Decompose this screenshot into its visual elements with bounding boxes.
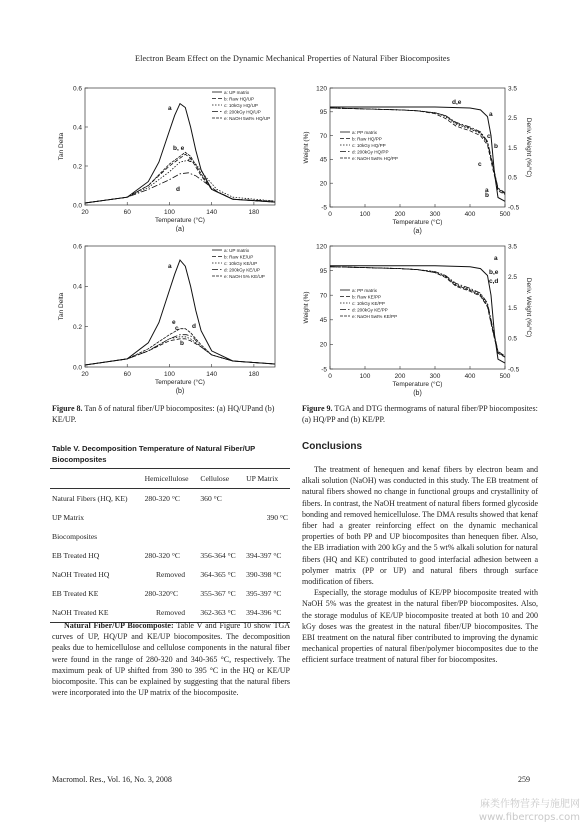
fig9a-chart [300,82,535,237]
y-tick-label: 95 [319,109,327,117]
table-cell: 280-320 °C [144,551,180,560]
x-tick-label: 60 [123,371,131,378]
left-paragraph [52,620,290,698]
y2-tick-label: 3.5 [508,85,518,93]
y2-tick-label: -0.5 [508,204,520,212]
table-cell: 395-397 °C [246,589,282,598]
series-line [85,154,275,203]
curve-annotation: c [175,325,179,332]
curve-annotation: b [180,340,184,347]
legend-entry: c: 10kGy HQ/UP [224,103,258,108]
fig8-text: Tan δ of natural fiber/UP biocomposites: (a) HQ/UPand (b) KE/UP. [52,404,275,424]
figure-8-caption [52,404,290,425]
conclusions-paragraph-1: The treatment of henequen and kenaf fibers by electron beam and alkali solution (NaOH) was conducted in this study. The EB treatment of natural fibers showed no change in functional groups and crystallinity of fibers. In contrast, the NaOH treatment of natural fibers formed glycoside bonding and removed hemicellulose. The DMA results showed that kenaf fiber had a greater reinforcing effect on the dynamic mechanical properties of both PP and UP biocomposites than henequen fiber. Also, the EB irradiation with 200 kGy and the 5 wt% alkali solution for natural fibers (HQ and KE) contributed to good interfacial adhesion between a polymer matrix (PP or UP) and natural fibers through surface modification of fibers. [302,465,538,587]
fig9-label: Figure 9. [302,404,333,413]
y2-tick-label: 2.5 [508,115,518,123]
y-tick-label: -5 [321,366,327,374]
fig8b-chart [55,240,285,400]
curve-annotation: e [172,319,176,326]
table-5 [50,468,290,623]
curve-annotation: a [494,255,498,262]
table-row [50,489,290,509]
y2-tick-label: 0.5 [508,335,518,343]
y-axis-label: Tan Delta [58,292,65,321]
page-number: 259 [518,775,530,784]
x-tick-label: 140 [206,371,218,378]
x-tick-label: 0 [328,373,332,380]
y2-tick-label: 2.5 [508,274,518,282]
table-cell: 390-398 °C [246,570,282,579]
table-cell: 280-320 °C [144,494,180,503]
legend-entry: c: 10kGy KE/UP [224,261,258,266]
y-tick-label: 0.6 [72,243,82,251]
table-cell: 360 °C [200,494,222,503]
footer-journal: Macromol. Res., Vol. 16, No. 3, 2008 [52,775,172,784]
legend-entry: b: Raw HQ/UP [224,96,255,102]
table-cell: 394-396 °C [246,608,282,617]
y2-tick-label: -0.5 [508,366,520,374]
x-tick-label: 300 [429,373,441,380]
x-tick-label: 100 [164,209,175,216]
y-tick-label: 0.2 [72,323,82,331]
legend-entry: d: 200kGy KE/PP [352,307,388,313]
fig8-label: Figure 8. [52,404,83,413]
y2-tick-label: 3.5 [508,243,518,251]
table-header-cell: UP Matrix [246,474,279,483]
y-tick-label: 0.4 [72,124,82,132]
y-tick-label: -5 [321,204,327,212]
x-tick-label: 200 [394,373,406,380]
y-tick-label: 70 [319,292,327,300]
legend-entry: a: UP matrix [224,248,250,253]
y-tick-label: 45 [319,156,327,164]
series-line [85,173,275,203]
y-tick-label: 120 [316,85,327,93]
table-row [50,527,290,546]
conclusions-body [302,464,538,666]
y-axis-label: Tan Delta [58,132,65,161]
table-cell: 280-320°C [144,589,179,598]
table-cell: NaOH Treated KE [52,608,109,617]
curve-annotation: b [485,192,489,199]
table-row [50,546,290,565]
conclusions-paragraph-2: Especially, the storage modulus of KE/PP biocomposite treated with NaOH 5% was the greatest in the natural fiber/PP biocomposites. Also, the storage modulus of KE/UP biocomposite treated at both 10 and 200 kGy doses was the greatest in the natural fiber/UP biocomposites. The EBI treatment on the natural fiber contributed to improving the dynamic mechanical properties of natural fiber/polymer biocomposites due to the efficient surface treatment of natural fiber for biocomposites. [302,588,538,665]
table-cell: Natural Fibers (HQ, KE) [52,494,128,503]
fig8a-chart [55,82,285,232]
x-tick-label: 140 [206,209,218,216]
table-cell: Removed [155,570,186,579]
table-cell [198,508,244,527]
fig9b-chart [300,240,535,400]
curve-annotation: b,e [489,269,499,276]
y2-tick-label: 1.5 [508,144,518,152]
y2-axis-label: Deriv. Weight (%/°C) [525,277,532,338]
table-cell: 356-364 °C [200,551,236,560]
x-tick-label: 20 [81,371,89,378]
legend-entry: d: 200kGy HQ/PP [352,149,389,155]
y-tick-label: 0.0 [72,364,82,372]
curve-annotation: d [176,186,180,193]
y-tick-label: 45 [319,317,327,325]
y-tick-label: 0.2 [72,163,82,171]
table-5-title: Table V. Decomposition Temperature of Natural Fiber/UP Biocomposites [52,444,256,464]
table-cell [198,527,244,546]
table-cell: NaOH Treated HQ [52,570,110,579]
table-header-cell [50,469,143,489]
table-cell: 390 °C [266,513,288,522]
legend-entry: c: 10kGy HQ/PP [352,143,386,148]
table-cell: EB Treated HQ [52,551,100,560]
table-cell: EB Treated KE [52,589,99,598]
x-axis-label: Temperature (°C) [392,219,443,226]
left-para-heading: Natural Fiber/UP Biocomposte: [64,621,174,630]
curve-annotation: b, e [173,145,185,152]
left-para-text: Table V and Figure 10 show TGA curves of UP, HQ/UP and KE/UP biocomposites. The decomposition peaks due to hemicellulose and cellulose components in the natural fiber were found in the range of 280-320 and 340-365 °C, respectively. The maximum peak of UP shifted from 390 to 395 °C in the HQ or KE/UP biocomposite. This can be explained by suggesting that the natural fibers were incorporated into the UP matrix of the biocomposite. [52,621,291,698]
legend-entry: b: Raw KE/UP [224,254,254,260]
table-header-row [50,469,290,489]
x-tick-label: 100 [359,211,371,218]
table-header-cell: Hemicellulose [144,474,189,483]
y2-tick-label: 0.5 [508,174,518,182]
conclusions-heading: Conclusions [302,441,363,452]
y-tick-label: 0.4 [72,283,82,291]
curve-annotation: c [478,161,482,168]
curve-annotation: c [487,133,491,140]
watermark [380,798,580,824]
series-line [85,160,275,203]
y2-tick-label: 1.5 [508,304,518,312]
x-axis-label: Temperature (°C) [155,217,205,224]
x-tick-label: 100 [164,371,175,378]
x-tick-label: 400 [464,373,476,380]
figure-9-caption [302,404,540,425]
x-tick-label: 500 [499,373,511,380]
y-tick-label: 0.6 [72,85,82,93]
legend-entry: a: PP matrix [352,130,377,135]
x-tick-label: 500 [499,211,511,218]
y-tick-label: 70 [319,132,327,140]
curve-annotation: a [168,105,172,112]
legend-entry: b: Raw HQ/PP [352,136,382,142]
x-axis-label: Temperature (°C) [155,379,205,386]
legend-entry: e: NaOH 5wt% KE/PP [352,314,398,319]
table-cell: 362-363 °C [200,608,236,617]
table-cell: Removed [155,608,186,617]
series-line [85,152,275,203]
x-tick-label: 100 [359,373,371,380]
legend-entry: a: PP matrix [352,288,377,293]
x-tick-label: 0 [328,211,332,218]
table-cell: 355-367 °C [200,589,236,598]
table-cell: 394-397 °C [246,551,282,560]
legend-entry: a: UP matrix [224,90,250,95]
table-header-cell: Cellulose [200,474,230,483]
legend-entry: d: 200kGy HQ/UP [224,109,261,115]
x-tick-label: 20 [81,209,89,216]
legend-entry: e: NaOH 5% KE/UP [224,274,265,279]
watermark-line-1: 麻类作物营养与施肥网 [480,799,580,810]
running-header: Electron Beam Effect on the Dynamic Mechanical Properties of Natural Fiber Biocomposites [135,54,450,63]
panel-label: (b) [413,390,422,397]
y2-axis-label: Deriv. Weight (%/°C) [525,117,532,178]
x-tick-label: 300 [429,211,441,218]
y-tick-label: 95 [319,267,327,275]
y-axis-label: Weight (%) [303,291,310,324]
table-cell [244,489,290,509]
curve-annotation: a [489,111,493,118]
x-tick-label: 180 [248,371,260,378]
curve-annotation: c [188,157,192,164]
curve-annotation: a [168,263,172,270]
x-axis-label: Temperature (°C) [392,381,443,388]
panel-label: (b) [175,388,185,395]
table-row [50,508,290,527]
table-cell: 364-365 °C [200,570,236,579]
y-tick-label: 20 [319,180,327,188]
legend-entry: b: Raw KE/PP [352,294,382,300]
x-tick-label: 60 [123,209,131,216]
curve-annotation: d,e [452,99,462,106]
x-tick-label: 180 [248,209,260,216]
watermark-line-2: www.fibercrops.com [478,812,580,823]
x-tick-label: 400 [464,211,476,218]
y-tick-label: 0.0 [72,202,82,210]
table-row [50,565,290,584]
y-tick-label: 20 [319,341,327,349]
legend-entry: d: 200kGy KE/UP [224,267,261,273]
table-cell: UP Matrix [52,513,84,522]
panel-label: (a) [175,226,185,232]
x-tick-label: 200 [394,211,406,218]
fig9-text: TGA and DTG thermograms of natural fiber/PP biocomposites: (a) HQ/PP and (b) KE/PP. [302,404,538,424]
legend-entry: e: NaOH 5wt% HQ/UP [224,116,271,121]
table-cell [244,527,290,546]
legend-entry: e: NaOH 5wt% HQ/PP [352,156,398,161]
curve-annotation: d [192,323,196,330]
y-axis-label: Weight (%) [303,131,310,164]
table-cell [143,527,199,546]
legend-entry: c: 10kGy KE/PP [352,301,385,306]
curve-annotation: a [485,187,489,194]
y-tick-label: 120 [316,243,327,251]
table-cell: Biocomposites [52,532,98,541]
panel-label: (a) [413,228,422,235]
curve-annotation: b [494,143,498,150]
table-cell [143,508,199,527]
curve-annotation: c,d [489,278,499,285]
table-row [50,584,290,603]
